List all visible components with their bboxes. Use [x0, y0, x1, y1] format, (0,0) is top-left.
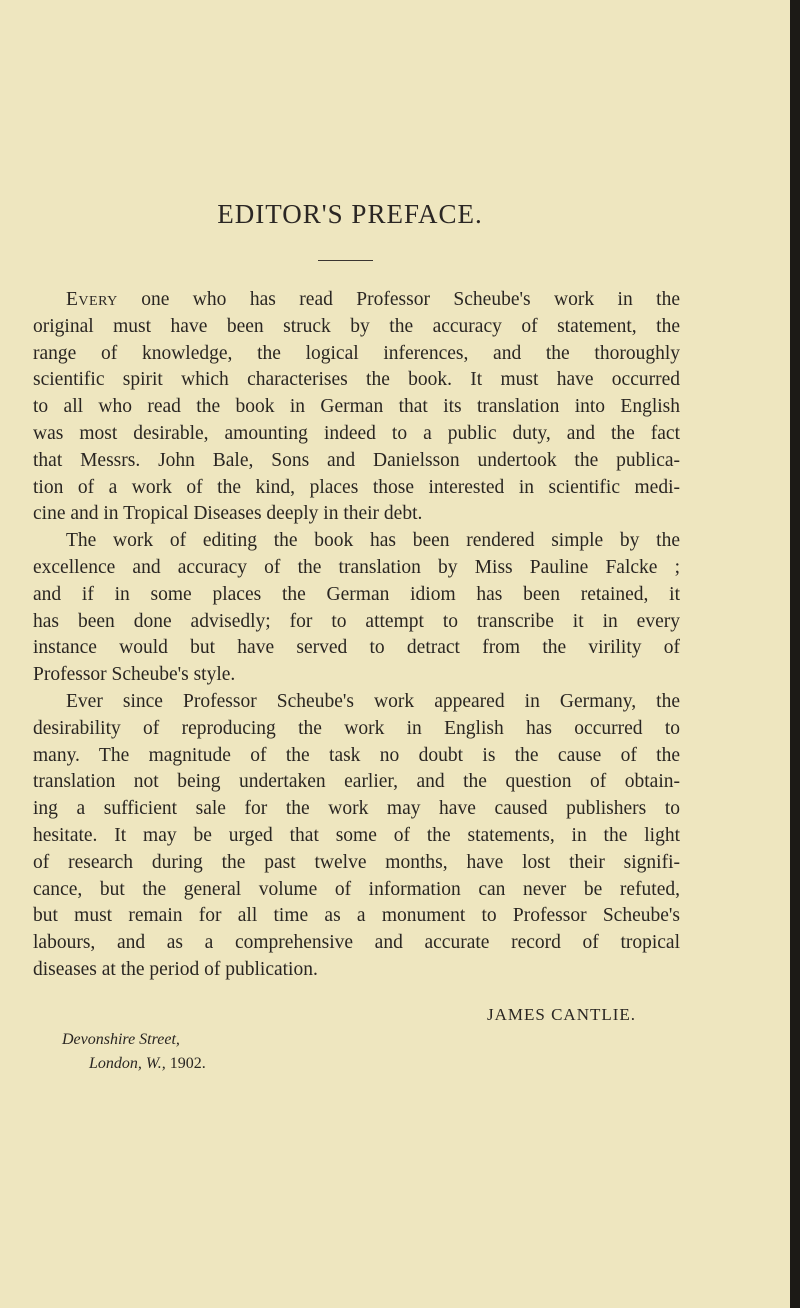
paragraph-1-line-3: range of knowledge, the logical inferences, and the thoroughly [33, 342, 680, 364]
author-signature: JAMES CANTLIE. [487, 1005, 637, 1024]
paragraph-3-line-2: desirability of reproducing the work in English has occurred to [33, 717, 680, 739]
paragraph-1-line-7: that Messrs. John Bale, Sons and Danielsson undertook the publica- [33, 449, 680, 471]
paragraph-2-line-1: The work of editing the book has been rendered simple by the [66, 530, 680, 552]
paragraph-2-line-5: instance would but have served to detract from the virility of [33, 637, 680, 659]
paragraph-3-line-4: translation not being undertaken earlier, and the question of obtain- [33, 771, 680, 793]
paragraph-3-line-9: but must remain for all time as a monument to Professor Scheube's [33, 905, 680, 927]
address-block [62, 1028, 206, 1076]
paragraph-3-line-7: of research during the past twelve months, have lost their signifi- [33, 851, 680, 873]
paragraph-1-line-9: cine and in Tropical Diseases deeply in their debt. [33, 503, 423, 525]
paragraph-3-line-5: ing a sufficient sale for the work may have caused publishers to [33, 798, 680, 820]
address-year: 1902. [169, 1055, 206, 1072]
address-city: London, W., [89, 1055, 166, 1072]
preface-body [33, 287, 680, 984]
paragraph-2-line-2: excellence and accuracy of the translation by Miss Pauline Falcke ; [33, 556, 680, 578]
paragraph-1-line-6: was most desirable, amounting indeed to a public duty, and the fact [33, 422, 680, 444]
paragraph-3-line-8: cance, but the general volume of information can never be refuted, [33, 878, 680, 900]
drop-word: Every [66, 289, 118, 310]
page-title: EDITOR'S PREFACE. [217, 199, 483, 229]
title-rule [318, 260, 373, 261]
paragraph-3-line-3: many. The magnitude of the task no doubt is the cause of the [33, 744, 680, 766]
page-edge-shadow [790, 0, 800, 1308]
paragraph-2-line-4: has been done advisedly; for to attempt to transcribe it in every [33, 610, 680, 632]
paragraph-3-line-6: hesitate. It may be urged that some of the statements, in the light [33, 824, 680, 846]
paragraph-2-line-3: and if in some places the German idiom has been retained, it [33, 583, 680, 605]
paragraph-3-line-10: labours, and as a comprehensive and accurate record of tropical [33, 932, 680, 954]
paragraph-2-line-6: Professor Scheube's style. [33, 664, 236, 686]
paragraph-1-line-4: scientific spirit which characterises the book. It must have occurred [33, 369, 680, 391]
paragraph-3-line-11: diseases at the period of publication. [33, 958, 318, 980]
address-street: Devonshire Street, [62, 1031, 180, 1048]
address-city-line [62, 1052, 206, 1076]
paragraph-1-line-1: Every one who has read Professor Scheube's work in the [66, 289, 680, 310]
paragraph-1-line-5: to all who read the book in German that its translation into English [33, 396, 680, 418]
paragraph-3-line-1: Ever since Professor Scheube's work appeared in Germany, the [66, 690, 680, 712]
paragraph-1-line-8: tion of a work of the kind, places those interested in scientific medi- [33, 476, 680, 498]
paragraph-1-line-2: original must have been struck by the accuracy of statement, the [33, 315, 680, 337]
